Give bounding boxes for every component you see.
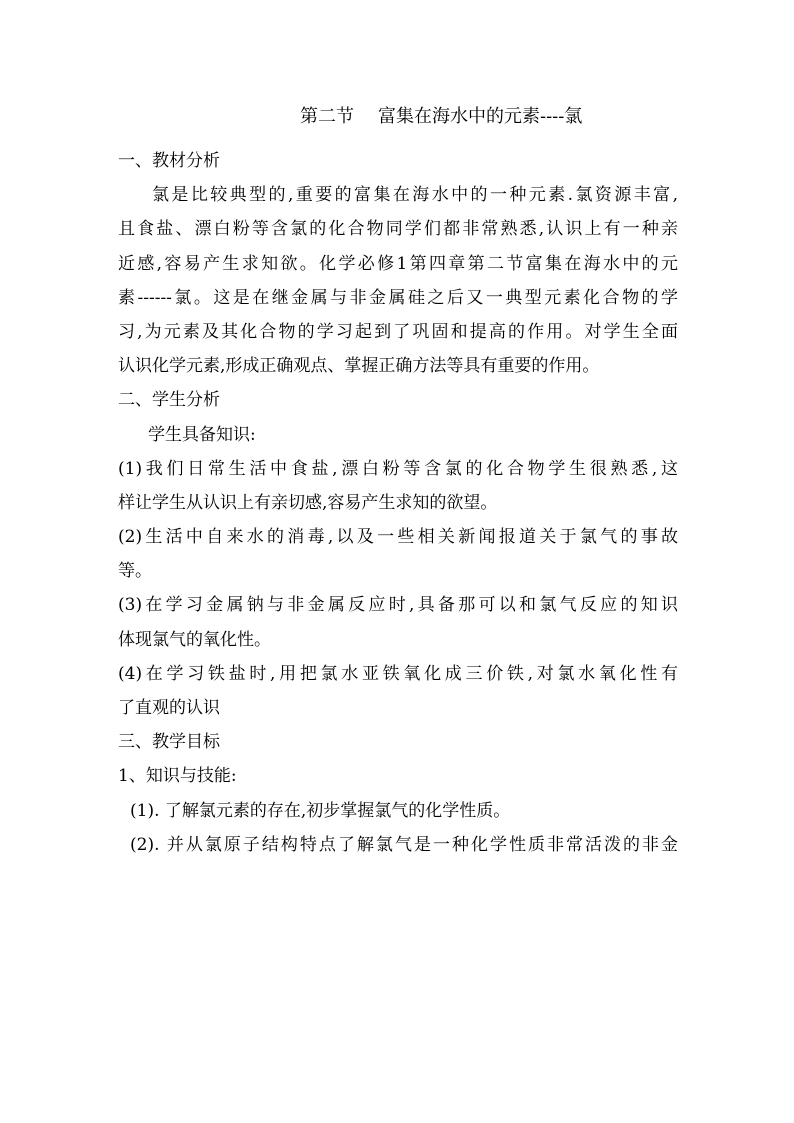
paragraph-line: 认识化学元素,形成正确观点、掌握正确方法等具有重要的作用。 <box>118 356 600 377</box>
paragraph-line: 习,为元素及其化合物的学习起到了巩固和提高的作用。对学生全面 <box>118 321 678 342</box>
paragraph-line: 近感,容易产生求知欲。化学必修1第四章第二节富集在海水中的元 <box>118 253 678 274</box>
section-number: 第二节 <box>300 106 354 127</box>
paragraph-line: 素------氯。这是在继金属与非金属硅之后又一典型元素化合物的学 <box>118 287 678 308</box>
subheading-knowledge-skills: 1、知识与技能: <box>118 766 237 787</box>
paragraph-line: 且食盐、漂白粉等含氯的化合物同学们都非常熟悉,认识上有一种亲 <box>118 219 678 240</box>
document-body <box>118 144 678 862</box>
paragraph-line: 氯是比较典型的,重要的富集在海水中的一种元素.氯资源丰富, <box>152 185 678 206</box>
goal-item-line: (1). 了解氯元素的存在,初步掌握氯气的化学性质。 <box>130 800 511 821</box>
heading-teaching-goals: 三、教学目标 <box>118 732 220 753</box>
list-item-line: (2)生活中自来水的消毒,以及一些相关新闻报道关于氯气的事故 <box>118 527 678 548</box>
heading-student-analysis: 二、学生分析 <box>118 390 220 411</box>
section-title <box>300 104 582 130</box>
list-item-line: 等。 <box>118 561 152 582</box>
section-heading: 富集在海水中的元素----氯 <box>378 106 583 127</box>
heading-textbook-analysis: 一、教材分析 <box>118 151 220 171</box>
paragraph-line: 学生具备知识: <box>148 424 256 445</box>
goal-item-line: (2). 并从氯原子结构特点了解氯气是一种化学性质非常活泼的非金 <box>130 834 678 855</box>
list-item-line: 了直观的认识 <box>118 698 220 718</box>
list-item-line: 样让学生从认识上有亲切感,容易产生求知的欲望。 <box>118 492 498 513</box>
list-item-line: 体现氯气的氧化性。 <box>118 629 271 650</box>
list-item-line: (4)在学习铁盐时,用把氯水亚铁氧化成三价铁,对氯水氧化性有 <box>118 663 678 684</box>
list-item-line: (3)在学习金属钠与非金属反应时,具备那可以和氯气反应的知识 <box>118 595 678 616</box>
list-item-line: (1)我们日常生活中食盐,漂白粉等含氯的化合物学生很熟悉,这 <box>118 458 678 479</box>
